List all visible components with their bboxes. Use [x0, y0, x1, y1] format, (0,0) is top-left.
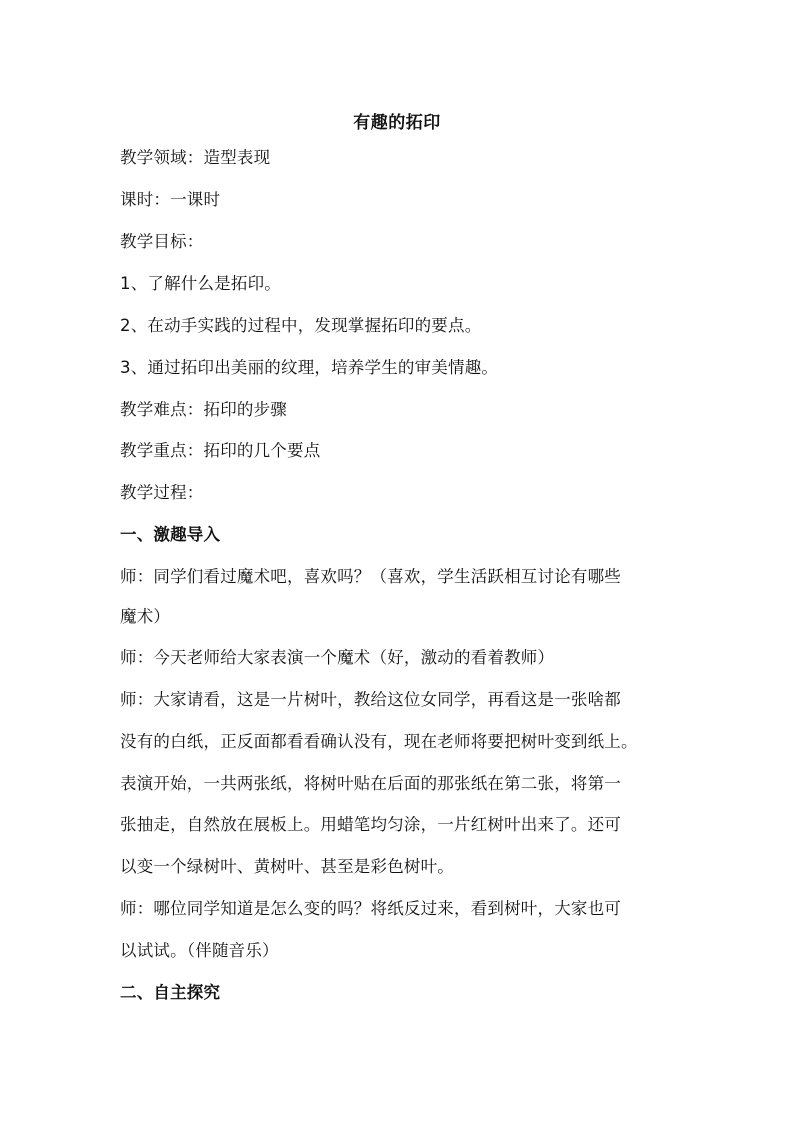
paragraph-line: 师：同学们看过魔术吧，喜欢吗？（喜欢，学生活跃相互讨论有哪些 — [120, 567, 621, 586]
process-heading: 教学过程： — [120, 483, 204, 502]
teaching-difficulty: 教学难点：拓印的步骤 — [120, 400, 287, 419]
section-heading: 一、激趣导入 — [120, 525, 221, 544]
page-title: 有趣的拓印 — [353, 113, 441, 133]
goal-item: 1、了解什么是拓印。 — [120, 274, 281, 293]
teaching-domain: 教学领域：造型表现 — [120, 148, 271, 167]
goal-item: 2、在动手实践的过程中，发现掌握拓印的要点。 — [120, 316, 482, 335]
paragraph-line: 师：今天老师给大家表演一个魔术（好，激动的看着教师） — [120, 648, 555, 667]
goal-item: 3、通过拓印出美丽的纹理，培养学生的审美情趣。 — [120, 358, 499, 377]
paragraph-line: 表演开始，一共两张纸，将树叶贴在后面的那张纸在第二张，将第一 — [120, 774, 621, 793]
paragraph-line: 没有的白纸，正反面都看看确认没有，现在老师将要把树叶变到纸上。 — [120, 732, 638, 751]
goals-heading: 教学目标： — [120, 232, 204, 251]
section-heading: 二、自主探究 — [120, 983, 221, 1002]
paragraph-line: 以试试。（伴随音乐） — [120, 941, 279, 960]
class-period: 课时：一课时 — [120, 190, 221, 209]
paragraph-line: 以变一个绿树叶、黄树叶、甚至是彩色树叶。 — [120, 857, 454, 876]
teaching-key-point: 教学重点：拓印的几个要点 — [120, 441, 321, 460]
paragraph-line: 师：哪位同学知道是怎么变的吗？将纸反过来，看到树叶，大家也可 — [120, 899, 621, 918]
paragraph-line: 魔术） — [120, 607, 171, 626]
paragraph-line: 张抽走，自然放在展板上。用蜡笔均匀涂，一片红树叶出来了。还可 — [120, 815, 621, 834]
paragraph-line: 师：大家请看，这是一片树叶，教给这位女同学，再看这是一张啥都 — [120, 690, 621, 709]
